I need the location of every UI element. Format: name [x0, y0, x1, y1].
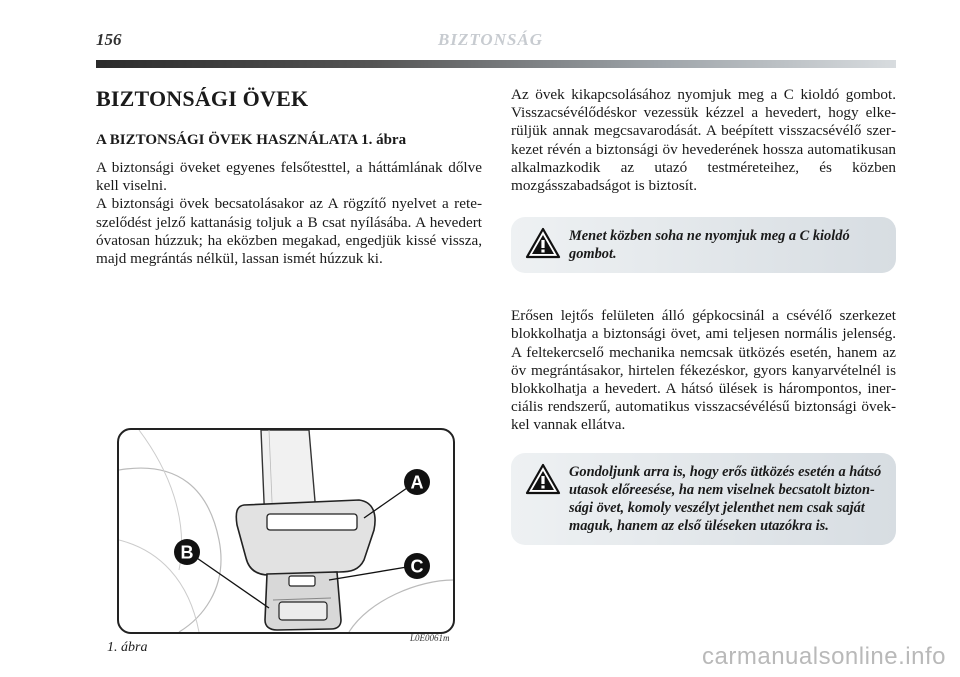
subheading: A BIZTONSÁGI ÖVEK HASZNÁLATA 1. ábra	[96, 132, 407, 148]
label-a: A	[410, 472, 424, 493]
page-number: 156	[96, 30, 122, 49]
main-heading: BIZTONSÁGI ÖVEK	[96, 86, 309, 111]
watermark: carmanualsonline.info	[702, 643, 946, 670]
paragraph-3: Az övek kikapcsolásához nyomjuk meg a C kioldó gombot. Visszacsévélődéskor vezessük kézzel a hevedert, hogy elkerüljük annak megcsavarodását. A beépített visszacsévélő szerkezet révén a biztonsági öv hevederének hossza automatikusan alkalmazkodik az utazó testméreteihez, és közben mozgásszabadságot is biztosít.	[511, 86, 896, 195]
seatbelt-buckle-illustration	[119, 430, 453, 632]
paragraph-1: A biztonsági öveket egyenes felsőtesttel, a háttámlának dőlve kell viselni.	[96, 159, 482, 195]
left-column	[96, 86, 482, 268]
right-column	[511, 86, 896, 545]
warning-triangle-icon	[525, 463, 561, 495]
label-c: C	[410, 556, 424, 577]
warning-text-1: Menet közben soha ne nyomjuk meg a C kioldó gombot.	[569, 228, 850, 263]
figure-caption: 1. ábra	[107, 640, 148, 655]
figure-seatbelt-buckle	[117, 428, 455, 634]
paragraph-4: Erősen lejtős felületen álló gépkocsinál a csévélő szerkezet blokkolhatja a biztonsági övet, ami teljesen normális jelenség. A feltekercselő mechanika nemcsak ütközés esetén, hanem az öv megrántásakor, hirtelen fékezéskor, gyors kanyarvételnél is blokkolhatja a hevedert. A hátsó ülések is hárompontos, inerciális rendszerű, automatikus visszacsévélésű biztonsági övekkel vannak ellátva.	[511, 307, 896, 434]
paragraph-2: A biztonsági övek becsatolásakor az A rögzítő nyelvet a reteszelődést jelző kattanásig toljuk a B csat nyílásába. A hevedert óvatosan húzzuk; ha eközben megakad, engedjük kissé vissza, majd megrántás nélkül, lassan ismét húzzuk ki.	[96, 195, 482, 268]
warning-box-1	[511, 217, 896, 273]
section-title: BIZTONSÁG	[438, 30, 544, 49]
header-rule	[96, 60, 896, 68]
label-b: B	[180, 542, 194, 563]
warning-box-2	[511, 453, 896, 545]
warning-text-2: Gondoljunk arra is, hogy erős ütközés esetén a hátsó utasok előreesése, ha nem viselnek becsatolt biztonsági övet, komoly veszélyt jelenthet nem csak saját maguk, hanem az első üléseken utazókra is.	[569, 463, 882, 534]
figure-code: L0E0061m	[410, 633, 450, 643]
warning-triangle-icon	[525, 227, 561, 259]
